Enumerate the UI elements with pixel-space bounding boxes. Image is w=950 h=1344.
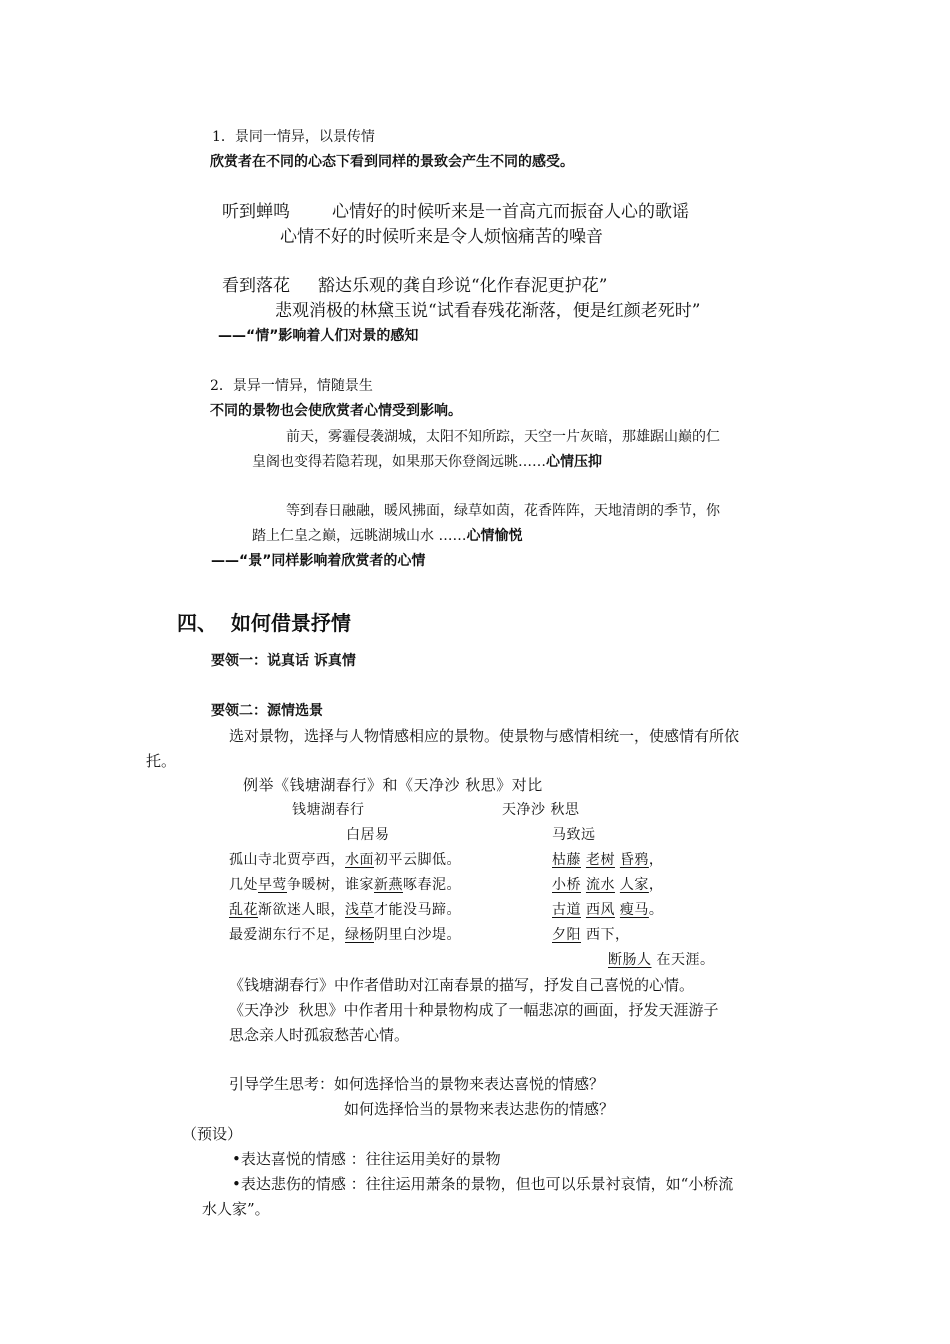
point-two-desc-line1: 选对景物，选择与人物情感相应的景物。使景物与感情相统一，使感情有所依 (229, 727, 740, 745)
guide-question2: 如何选择恰当的景物来表达悲伤的情感？ (344, 1100, 615, 1118)
section1-subtitle: 欣赏者在不同的心态下看到同样的景致会产生不同的感受。 (210, 154, 574, 170)
section2-heading: 2．景异一情异，情随景生 (210, 378, 373, 394)
section1-heading: 1．景同一情异，以景传情 (212, 129, 375, 145)
section4-title: 四、 如何借景抒情 (177, 611, 351, 635)
flower-bad-mood: 悲观消极的林黛玉说“试看春残花渐落，便是红颜老死时” (275, 301, 701, 321)
analysis-line3: 思念亲人时孤寂愁苦心情。 (229, 1026, 410, 1044)
cicada-label: 听到蝉鸣 (222, 202, 290, 222)
bullet-joy: •表达喜悦的情感 ：往往运用美好的景物 (232, 1150, 501, 1168)
poem1-line2: 几处早莺争暖树，谁家新燕啄春泥。 (229, 877, 461, 893)
bullet-sorrow-line1: •表达悲伤的情感 ：往往运用萧条的景物，但也可以乐景衬哀情，如“小桥流 (232, 1175, 734, 1193)
guide-question1: 引导学生思考：如何选择恰当的景物来表达喜悦的情感？ (229, 1075, 605, 1093)
smog-paragraph-line2: 皇阁也变得若隐若现，如果那天你登阁远眺……心情压抑 (252, 454, 602, 470)
spring-paragraph-line1: 等到春日融融，暖风拂面，绿草如茵，花香阵阵，天地清朗的季节，你 (286, 503, 720, 519)
poem2-line4: 夕阳 西下， (552, 927, 630, 943)
analysis-line2: 《天净沙 秋思》中作者用十种景物构成了一幅悲凉的画面，抒发天涯游子 (229, 1001, 719, 1019)
poem2-line3: 古道 西风 瘦马。 (552, 902, 664, 918)
cicada-bad-mood: 心情不好的时候听来是令人烦恼痛苦的噪音 (280, 227, 603, 247)
bullet-sorrow-line2: 水人家”。 (202, 1200, 270, 1218)
section2-conclusion: ——“景”同样影响着欣赏者的心情 (211, 553, 426, 569)
flower-good-mood: 豁达乐观的龚自珍说“化作春泥更护花” (318, 276, 608, 296)
poem1-title: 钱塘湖春行 (292, 802, 365, 818)
section1-conclusion: ——“情”影响着人们对景的感知 (218, 328, 419, 344)
poem2-author: 马致远 (552, 827, 596, 843)
example-title: 例举《钱塘湖春行》和《天净沙 秋思》对比 (243, 776, 543, 794)
poem1-line1: 孤山寺北贾亭西，水面初平云脚低。 (229, 852, 461, 868)
poem1-line4: 最爱湖东行不足，绿杨阴里白沙堤。 (229, 927, 461, 943)
smog-paragraph-line1: 前天，雾霾侵袭湖城，太阳不知所踪，天空一片灰暗，那雄踞山巅的仁 (286, 429, 720, 445)
mood-depressed: 心情压抑 (546, 454, 602, 470)
cicada-good-mood: 心情好的时候听来是一首高亢而振奋人心的歌谣 (332, 202, 689, 222)
poem2-line2: 小桥 流水 人家， (552, 877, 664, 893)
section2-subtitle: 不同的景物也会使欣赏者心情受到影响。 (210, 403, 462, 419)
mood-joyful: 心情愉悦 (466, 528, 523, 544)
poem2-title: 天净沙 秋思 (502, 802, 580, 818)
preset-label: （预设） (182, 1125, 243, 1143)
point-two: 要领二：源情选景 (211, 703, 323, 719)
point-two-desc-line2: 托。 (146, 752, 177, 770)
flower-label: 看到落花 (222, 276, 290, 296)
point-one: 要领一：说真话 诉真情 (211, 653, 356, 669)
spring-paragraph-line2: 踏上仁皇之巅，远眺湖城山水 ……心情愉悦 (252, 528, 523, 544)
poem2-line1: 枯藤 老树 昏鸦， (552, 852, 664, 868)
poem1-author: 白居易 (346, 827, 390, 843)
analysis-line1: 《钱塘湖春行》中作者借助对江南春景的描写，抒发自己喜悦的心情。 (229, 976, 695, 994)
poem1-line3: 乱花渐欲迷人眼，浅草才能没马蹄。 (229, 902, 461, 918)
poem2-line5: 断肠人 在天涯。 (608, 952, 715, 968)
